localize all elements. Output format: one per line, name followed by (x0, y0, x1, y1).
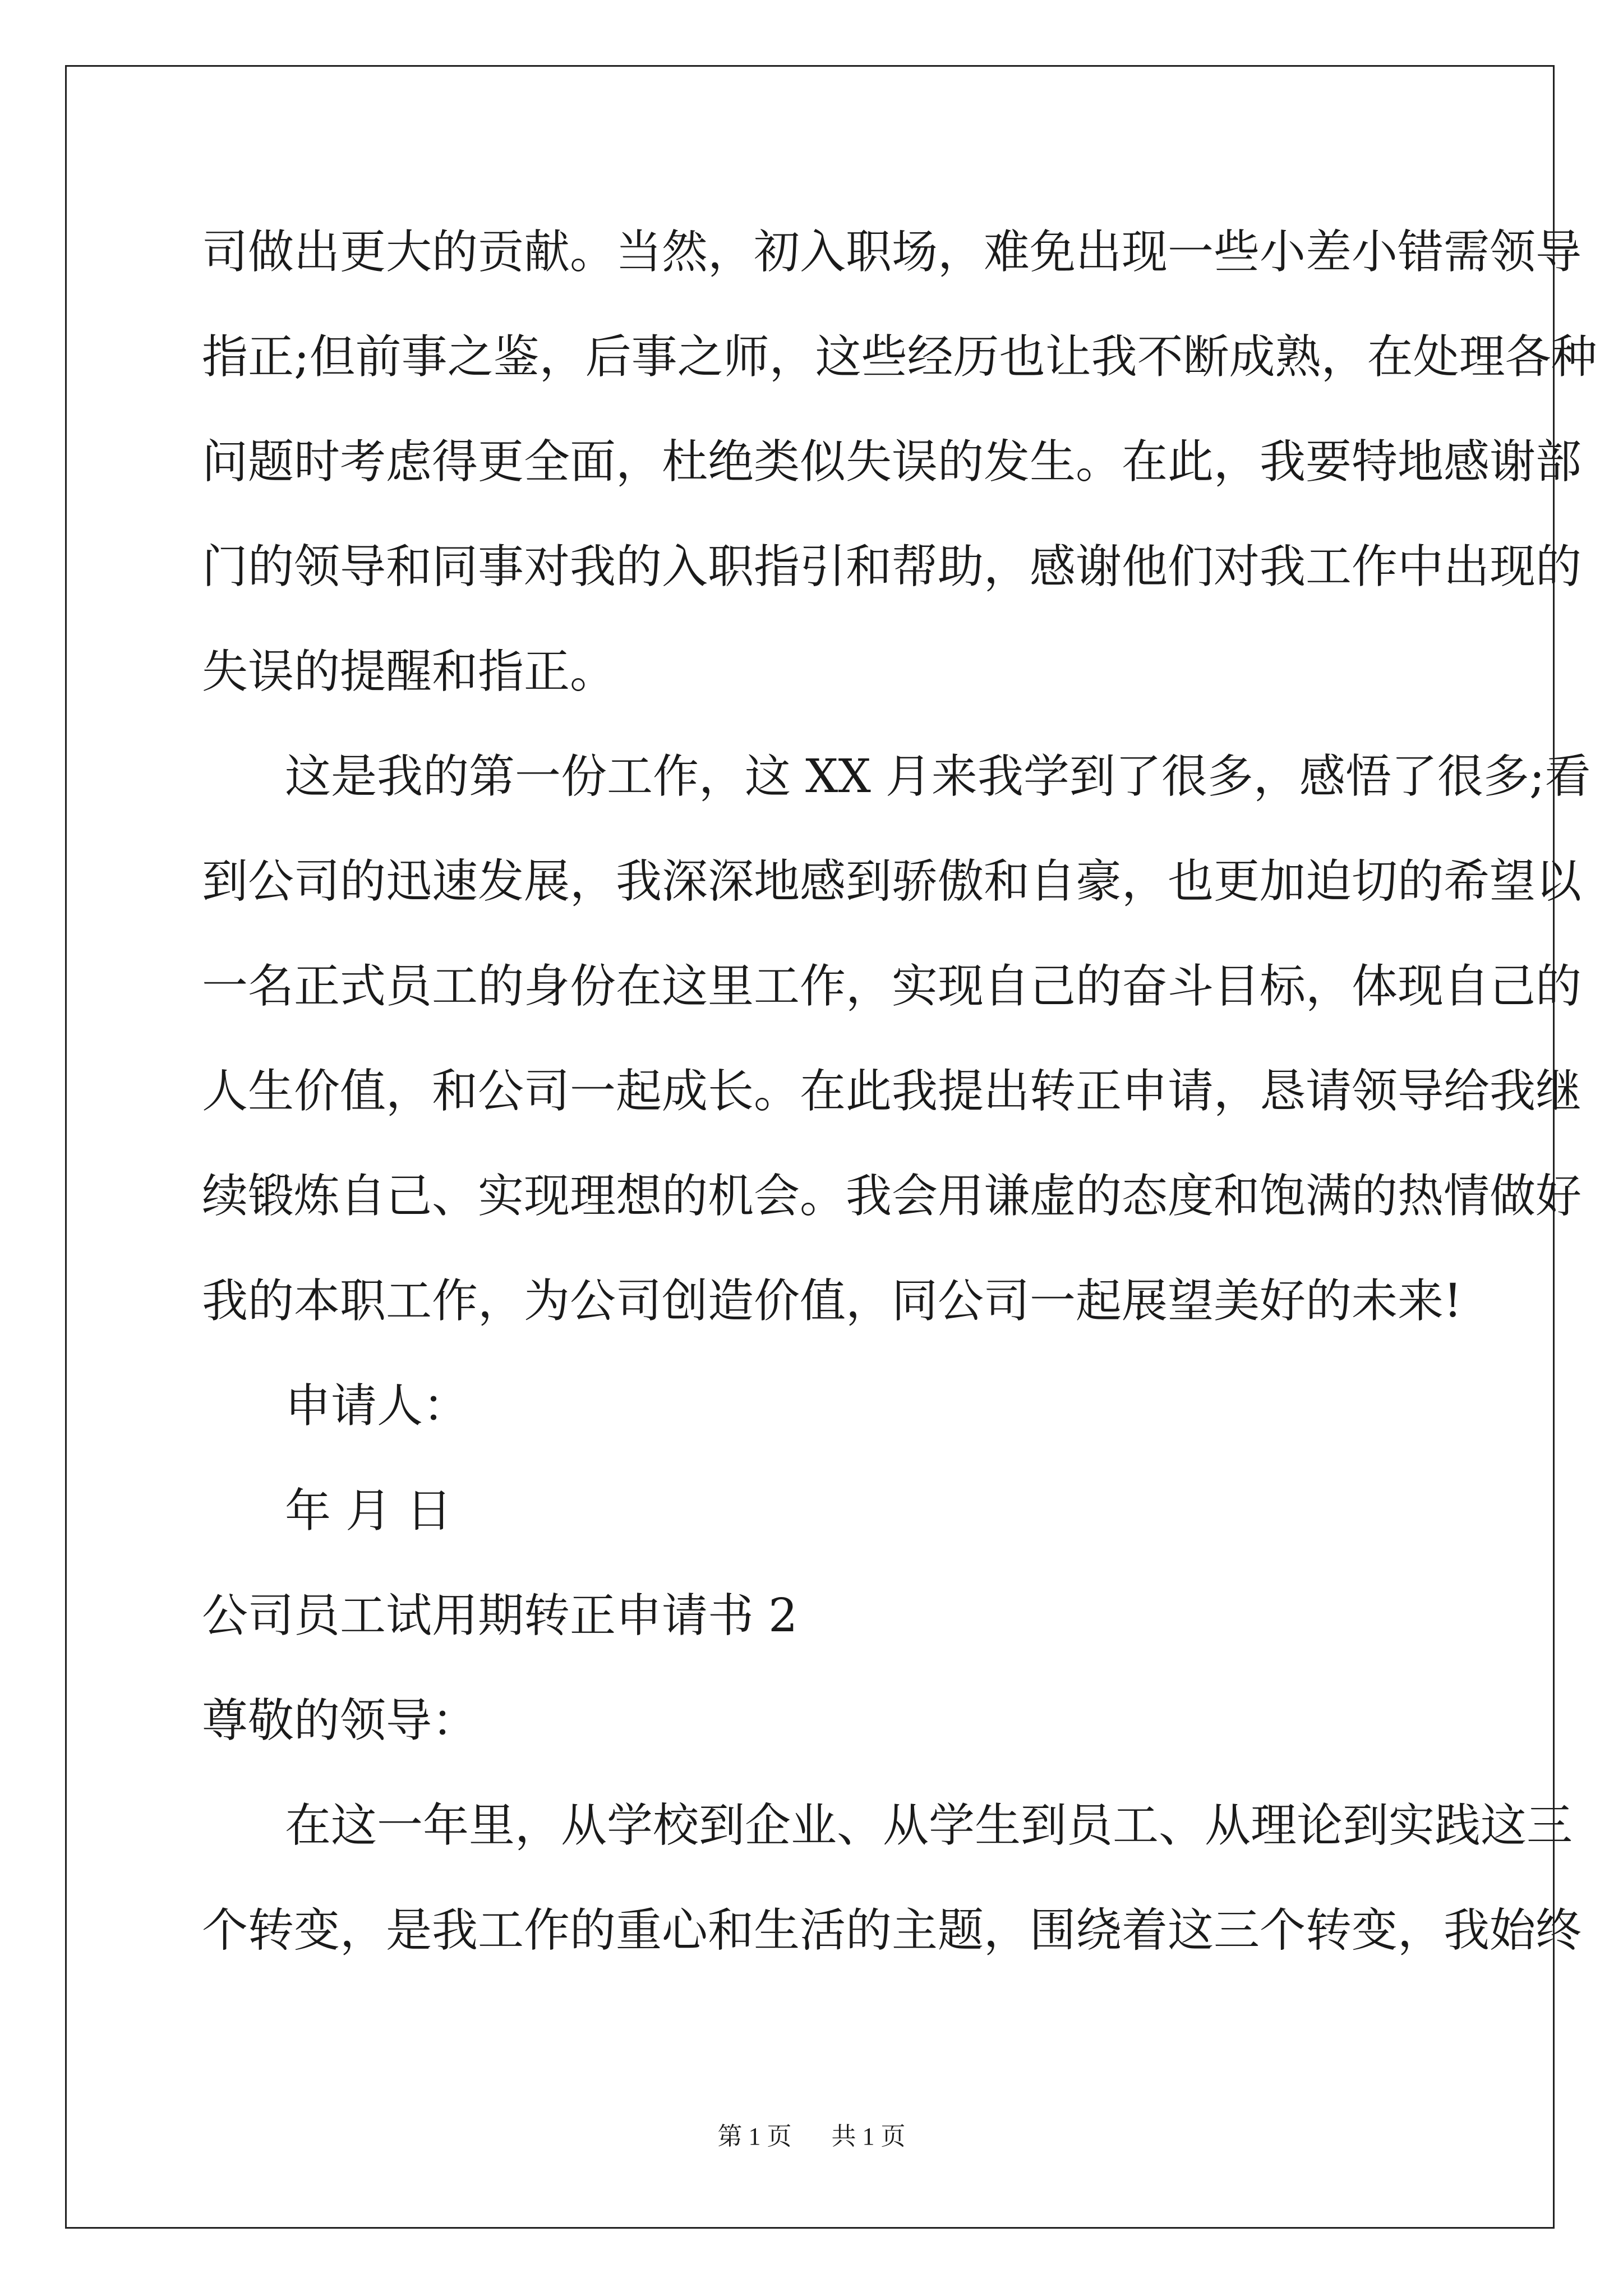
text-line: 司做出更大的贡献。当然，初入职场，难免出现一些小差小错需领导 (202, 226, 1582, 279)
text-line: 我的本职工作，为公司创造价值，同公司一起展望美好的未来! (202, 1274, 1462, 1328)
page-footer (0, 2116, 1623, 2152)
text-line: 这是我的第一份工作，这 XX 月来我学到了很多，感悟了很多;看 (285, 750, 1591, 803)
text-line: 到公司的迅速发展，我深深地感到骄傲和自豪，也更加迫切的希望以 (202, 855, 1582, 908)
document-body (202, 200, 1597, 1983)
text-line: 年 月 日 (285, 1484, 453, 1538)
text-line: 申请人： (285, 1379, 469, 1433)
text-line: 指正;但前事之鉴，后事之师，这些经历也让我不断成熟，在处理各种 (202, 330, 1597, 384)
text-line: 一名正式员工的身份在这里工作，实现自己的奋斗目标，体现自己的 (202, 960, 1582, 1013)
text-line: 失误的提醒和指正。 (202, 645, 616, 698)
text-line: 问题时考虑得更全面，杜绝类似失误的发生。在此，我要特地感谢部 (202, 435, 1582, 489)
text-line: 公司员工试用期转正申请书 2 (202, 1589, 798, 1642)
text-line: 人生价值，和公司一起成长。在此我提出转正申请，恳请领导给我继 (202, 1065, 1582, 1118)
text-line: 门的领导和同事对我的入职指引和帮助，感谢他们对我工作中出现的 (202, 540, 1582, 593)
text-line: 个转变，是我工作的重心和生活的主题，围绕着这三个转变，我始终 (202, 1904, 1582, 1957)
text-line: 在这一年里，从学校到企业、从学生到员工、从理论到实践这三 (285, 1799, 1573, 1852)
text-line: 尊敬的领导： (202, 1694, 478, 1747)
page-number: 第 1 页 (717, 2123, 792, 2150)
text-line: 续锻炼自己、实现理想的机会。我会用谦虚的态度和饱满的热情做好 (202, 1170, 1582, 1223)
page-total: 共 1 页 (831, 2123, 906, 2150)
